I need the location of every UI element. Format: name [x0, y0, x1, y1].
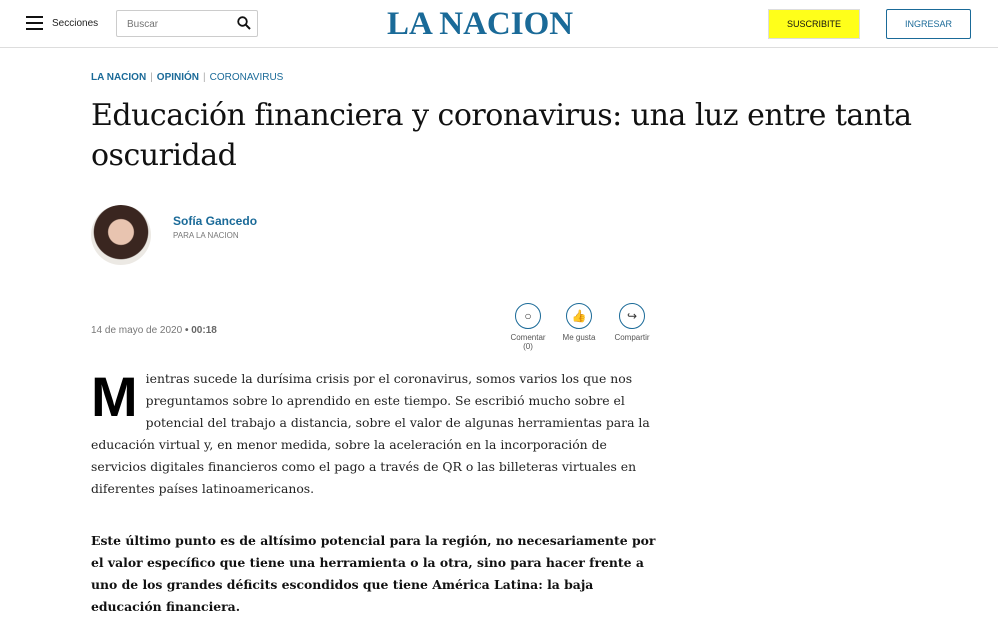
article-paragraph-bold: Este último punto es de altísimo potencial para la región, no necesariamente por el valor específico que tiene una herramienta o la otra, sino para hacer frente a uno de los grandes déficits escondidos que tiene América Latina: la baja educación financiera. — [91, 533, 656, 614]
breadcrumb: LA NACION | OPINIÓN | CORONAVIRUS — [91, 72, 284, 83]
comment-label: Comentar — [510, 333, 546, 342]
author-affiliation: PARA LA NACION — [173, 231, 239, 240]
logo[interactable]: LA NACION — [387, 6, 574, 42]
breadcrumb-home[interactable]: LA NACION — [91, 72, 147, 83]
sections-link[interactable]: Secciones — [52, 18, 99, 29]
date-text: 14 de mayo de 2020 — [91, 325, 183, 336]
breadcrumb-section[interactable]: OPINIÓN — [156, 72, 200, 83]
like-button[interactable] — [554, 303, 604, 342]
share-button[interactable] — [607, 303, 657, 342]
comment-icon: ○ — [515, 303, 541, 329]
login-button[interactable]: INGRESAR — [886, 9, 971, 39]
like-label: Me gusta — [562, 333, 596, 342]
article-paragraph — [91, 365, 651, 500]
comment-count: (0) — [523, 342, 533, 351]
author-name[interactable]: Sofía Gancedo — [173, 214, 258, 228]
share-label: Compartir — [614, 333, 650, 342]
drop-cap: M — [91, 365, 138, 428]
thumbs-up-icon: 👍 — [566, 303, 592, 329]
share-icon: ↪ — [619, 303, 645, 329]
breadcrumb-topic[interactable]: CORONAVIRUS — [209, 72, 284, 83]
comment-button[interactable] — [503, 303, 553, 351]
paragraph-text: ientras sucede la durísima crisis por el coronavirus, somos varios los que nos preguntamos sobre lo aprendido en este tiempo. Se escribió mucho sobre el potencial del trabajo a distancia, sobre el valor de algunas herramientas para la educación virtual y, en menor medida, sobre la aceleración en la incorporación de servicios digitales financieros como el pago a través de QR o las billeteras virtuales en diferentes países latinoamericanos. — [91, 371, 650, 496]
time-text: • 00:18 — [184, 325, 217, 336]
search-input[interactable] — [125, 18, 239, 31]
subscribe-button[interactable]: SUSCRIBITE — [768, 9, 860, 39]
menu-icon[interactable] — [26, 16, 43, 30]
avatar[interactable] — [91, 205, 151, 265]
search-box — [116, 10, 258, 37]
search-icon[interactable] — [237, 16, 251, 30]
publish-date — [91, 325, 217, 336]
page-title: Educación financiera y coronavirus: una luz entre tanta oscuridad — [91, 98, 912, 173]
header — [0, 0, 998, 48]
